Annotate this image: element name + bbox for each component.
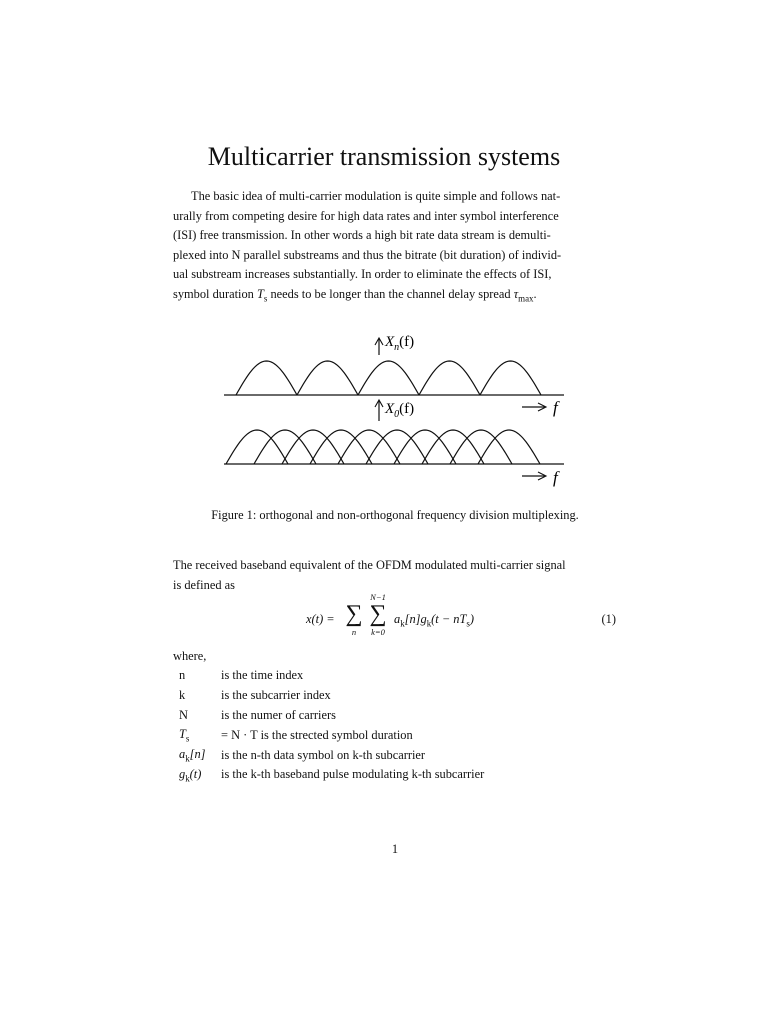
definition-symbol: k xyxy=(179,688,186,703)
top-frequency-label: f xyxy=(553,398,558,417)
top-axis-label: $X_n(f)$ xyxy=(385,334,415,353)
paragraph-line: symbol duration $T_s$ needs to be longer than the channel delay spread $\tau_{max}$. xyxy=(173,286,537,304)
top-frequency-arrow xyxy=(522,403,546,411)
equation-lhs: x(t) = xyxy=(306,612,335,626)
paragraph-line: is defined as xyxy=(173,578,235,592)
definition-description: is the numer of carriers xyxy=(221,707,336,722)
orthogonal-carrier xyxy=(358,361,419,395)
definitions-list xyxy=(173,666,633,785)
sum-k: N−1 ∑ k=0 xyxy=(369,592,387,637)
definition-row xyxy=(173,706,633,726)
orthogonal-carrier xyxy=(297,361,358,395)
overlapping-spectrum xyxy=(226,430,540,464)
bottom-frequency-arrow xyxy=(522,472,546,480)
sum-n: ∑ n xyxy=(345,601,363,637)
tau-max-symbol: $\tau_{max}$ xyxy=(513,286,534,304)
definition-symbol: $a_k[n]$ xyxy=(179,746,206,764)
definition-description: is the subcarrier index xyxy=(221,688,331,703)
orthogonal-carrier xyxy=(419,361,480,395)
ofdm-paragraph xyxy=(173,555,617,595)
ofdm-equation xyxy=(300,592,620,646)
definition-row xyxy=(173,686,633,706)
paragraph-line: The received baseband equivalent of the OFDM modulated multi-carrier signal xyxy=(173,558,566,572)
bottom-vertical-arrow xyxy=(375,400,383,421)
orthogonal-carrier xyxy=(236,361,297,395)
ts-symbol: $T_s$ xyxy=(256,286,268,304)
paragraph-line: ual substream increases substantially. In order to eliminate the effects of ISI, xyxy=(173,267,552,282)
paragraph-line: (ISI) free transmission. In other words a high bit rate data stream is demulti- xyxy=(173,228,551,243)
equation-rhs: $a_k[n]g_k(t - nT_s)$ xyxy=(394,612,474,629)
intro-paragraph xyxy=(173,187,617,309)
bottom-axis-label: $X_0(f)$ xyxy=(385,401,415,420)
definition-symbol: n xyxy=(179,668,186,683)
page-title: Multicarrier transmission systems xyxy=(207,142,561,171)
top-vertical-arrow xyxy=(375,338,383,355)
page-number: 1 xyxy=(391,842,399,856)
where-label: where, xyxy=(173,649,207,663)
orthogonal-carrier xyxy=(480,361,541,395)
paragraph-line: The basic idea of multi-carrier modulation is quite simple and follows nat- xyxy=(191,189,561,203)
definition-row xyxy=(173,765,633,785)
definition-symbol: N xyxy=(179,707,188,722)
orthogonal-spectrum xyxy=(236,361,541,395)
definition-description: = N · T is the strected symbol duration xyxy=(221,727,413,742)
fdm-figure xyxy=(220,334,580,494)
definition-symbol: $T_s$ xyxy=(179,727,190,744)
paragraph-line: urally from competing desire for high data rates and inter symbol interference xyxy=(173,208,559,223)
definition-symbol: $g_k(t)$ xyxy=(179,766,202,784)
definition-description: is the k-th baseband pulse modulating k-th subcarrier xyxy=(221,767,485,782)
bottom-frequency-label: f xyxy=(553,468,558,487)
figure-caption: Figure 1: orthogonal and non-orthogonal frequency division multiplexing. xyxy=(211,508,579,522)
definition-row xyxy=(173,725,633,745)
definition-description: is the n-th data symbol on k-th subcarrier xyxy=(221,747,426,762)
equation-number: (1) xyxy=(601,612,616,626)
paragraph-line: plexed into N parallel substreams and thus the bitrate (bit duration) of individ- xyxy=(173,247,562,262)
definition-row xyxy=(173,745,633,765)
definition-description: is the time index xyxy=(221,668,304,683)
definition-row xyxy=(173,666,633,686)
